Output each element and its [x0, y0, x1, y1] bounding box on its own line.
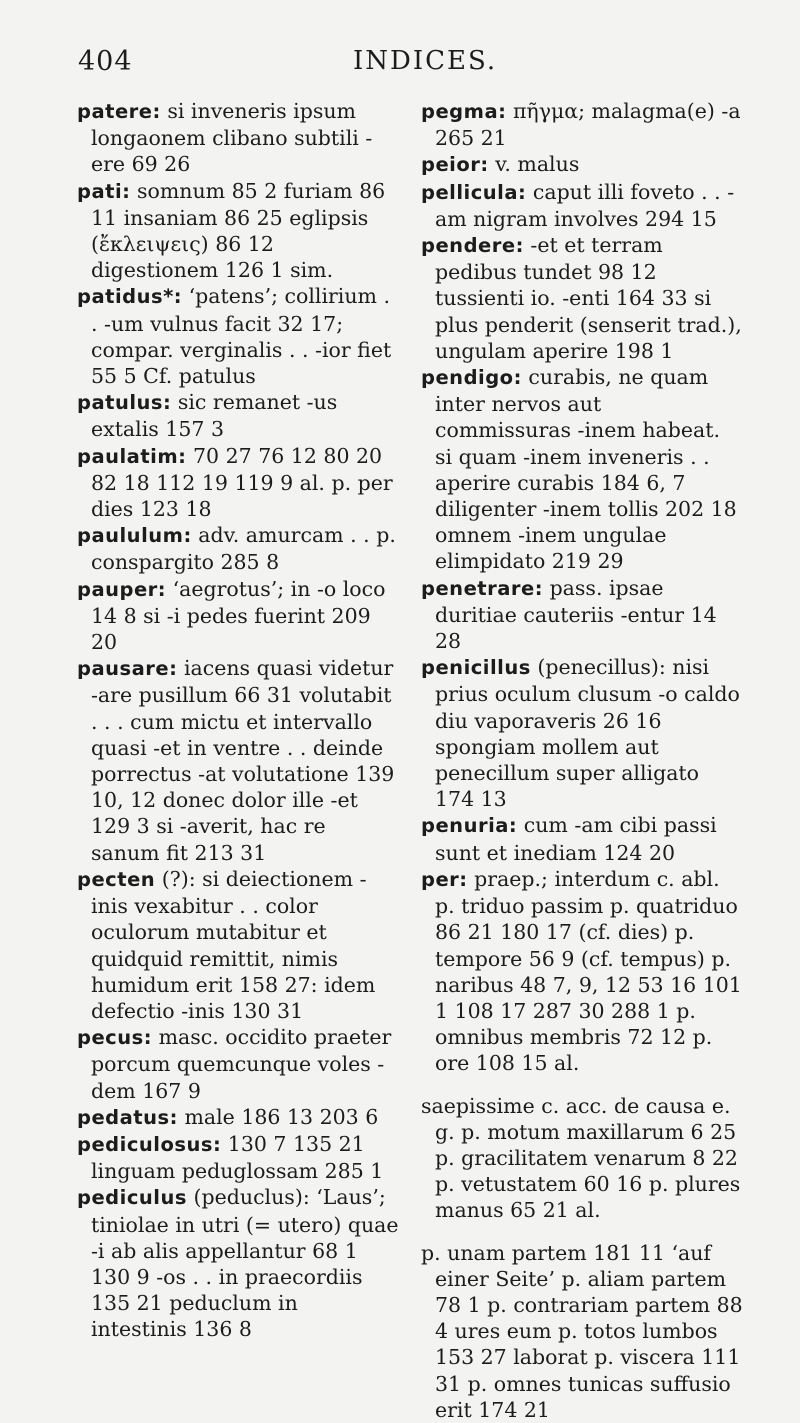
entry-text: 130 7 135 21 linguam peduglossam 285 1 [91, 1131, 384, 1184]
index-entry [421, 364, 743, 575]
entry-text: sic remanet -us extalis 157 3 [91, 390, 338, 442]
entry-headword: pediculosus: [77, 1132, 222, 1156]
index-entry [77, 1184, 399, 1342]
index-column-right [421, 98, 743, 1423]
index-entry [77, 389, 399, 442]
index-entry [421, 812, 743, 865]
entry-text: (?): si deiectionem -inis vexabitur . . color oculorum mutabitur et quidquid remittit, nimis humidum erit 158 27: idem defectio -inis 130 31 [91, 866, 376, 1023]
index-entry [421, 654, 743, 812]
entry-text: ‘aegrotus’; in -o loco 14 8 si -i pedes fuerint 209 20 [91, 576, 386, 655]
entry-text: praep.; interdum c. abl. p. triduo passim p. quatriduo 86 21 180 17 (cf. dies) p. tempore 56 9 (cf. tempus) p. naribus 48 7, 9, 12 53 16 101 1 108 17 287 30 288 1 p. omnibus membris 72 12 p. ore 108 15 al. [435, 866, 742, 1076]
entry-headword: pausare: [77, 657, 178, 681]
entry-headword: pediculus [77, 1186, 187, 1210]
entry-headword: pellicula: [421, 180, 527, 204]
entry-text: pass. ipsae duritiae cauteriis -entur 14 28 [435, 575, 717, 654]
index-entry [421, 575, 743, 655]
index-entry [77, 655, 399, 866]
index-entry [77, 283, 399, 389]
entry-headword: pendigo: [421, 366, 522, 390]
entry-text: somnum 85 2 furiam 86 11 insaniam 86 25 eglipsis (ἔκλειψεις) 86 12 digestionem 126 1 sim. [91, 178, 386, 283]
index-entry [77, 522, 399, 575]
entry-headword: patere: [77, 100, 161, 123]
running-head: INDICES. [353, 46, 498, 76]
index-entry [421, 151, 743, 178]
index-entry [421, 179, 743, 232]
entry-headword: pecten [77, 867, 156, 891]
index-entry [77, 1024, 399, 1104]
index-entry [421, 98, 743, 151]
entry-headword: pecus: [77, 1026, 153, 1050]
entry-text: (penecillus): nisi prius oculum clusum -o caldo diu vaporaveris 26 16 spongiam mollem aut penecillum super alligato 174 13 [435, 655, 740, 812]
index-entry [421, 232, 743, 364]
entry-text: si inveneris ipsum longaonem clibano subtili -ere 69 26 [91, 99, 373, 177]
index-column-left [77, 98, 399, 1343]
entry-headword: penuria: [421, 814, 518, 838]
entry-text: ‘patens’; collirium . . -um vulnus facit 32 17; compar. verginalis . . -ior fiet 55 5 Cf. patulus [91, 284, 392, 389]
entry-text: πῆγμα; malagma(e) -a 265 21 [435, 99, 741, 151]
page-number: 404 [78, 46, 133, 77]
index-entry [421, 1240, 743, 1423]
entry-text: masc. occidito praeter porcum quemcunque voles -dem 167 9 [91, 1025, 392, 1103]
entry-text: (peduclus): ‘Laus’; tiniolae in utri (= utero) quae -i ab alis appellantur 68 1 130 9 -os . . in praecordiis 135 21 peduclum in intestinis 136 8 [91, 1185, 399, 1342]
entry-headword: paululum: [77, 524, 192, 548]
entry-text: 70 27 76 12 80 20 82 18 112 19 119 9 al. p. per dies 123 18 [91, 443, 393, 522]
entry-text: male 186 13 203 6 [184, 1104, 379, 1129]
entry-headword: pendere: [421, 234, 524, 258]
index-entry [77, 98, 399, 178]
index-entry [77, 866, 399, 1024]
entry-headword: penetrare: [421, 576, 544, 600]
entry-headword: pauper: [77, 577, 167, 601]
entry-headword: per: [421, 867, 468, 891]
entry-headword: penicillus [421, 656, 531, 680]
entry-text: p. unam partem 181 11 ‘auf einer Seite’ p. aliam partem 78 1 p. contrariam partem 88 4 ures eum p. totos lumbos 153 27 laborat p. viscera 111 31 p. omnes tunicas suffusio erit 174 21 [421, 1240, 743, 1422]
entry-text: adv. amurcam . . p. conspargito 285 8 [91, 523, 396, 575]
index-entry [77, 178, 399, 284]
entry-text: cum -am cibi passi sunt et inediam 124 20 [435, 813, 717, 865]
entry-text: iacens quasi videtur -are pusillum 66 31 volutabit . . . cum mictu et intervallo quasi -et in ventre . . deinde porrectus -at volutatione 139 10, 12 donec dolor ille -et 129 3 si -averit, hac re sanum fit 213 31 [91, 656, 395, 865]
index-entry [77, 576, 399, 656]
entry-text: v. malus [495, 152, 580, 177]
index-entry [77, 443, 399, 523]
entry-headword: pedatus: [77, 1105, 178, 1129]
entry-headword: patidus*: [77, 285, 183, 309]
entry-headword: patulus: [77, 391, 172, 415]
entry-headword: paulatim: [77, 444, 187, 468]
entry-text: curabis, ne quam inter nervos aut commissuras -inem habeat. si quam -inem inveneris . . aperire curabis 184 6, 7 diligenter -inem tollis 202 18 omnem -inem ungulae elimpidato 219 29 [435, 365, 737, 574]
entry-headword: pegma: [421, 100, 507, 123]
index-entry [421, 1093, 743, 1224]
entry-text: -et et terram pedibus tundet 98 12 tussienti io. -enti 164 33 si plus penderit (senserit trad.), ungulam aperire 198 1 [435, 233, 742, 363]
index-entry [77, 1131, 399, 1184]
entry-headword: peior: [421, 153, 489, 177]
entry-text: caput illi foveto . . -am nigram involves 294 15 [435, 179, 735, 231]
index-entry [77, 1104, 399, 1131]
entry-text: saepissime c. acc. de causa e. g. p. motum maxillarum 6 25 p. gracilitatem venarum 8 22 p. vetustatem 60 16 p. plures manus 65 21 al. [421, 1093, 741, 1223]
entry-headword: pati: [77, 179, 131, 203]
index-entry [421, 866, 743, 1077]
